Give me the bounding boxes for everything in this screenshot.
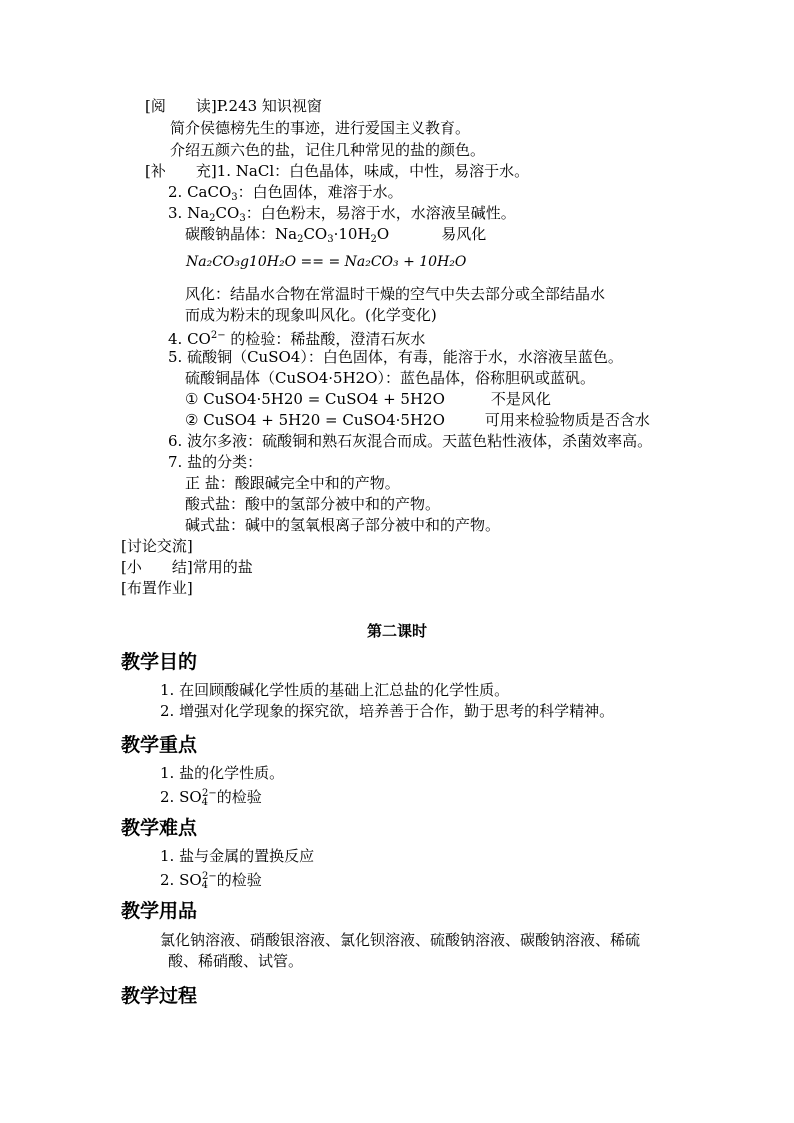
- text-line: 而成为粉末的现象叫风化。(化学变化): [185, 306, 437, 324]
- text-line: 碱式盐：碱中的氢氧根离子部分被中和的产物。: [185, 516, 501, 534]
- na2co3-line: 3. $Na_2CO_3$：白色粉末，易溶于水，水溶液呈碱性。: [168, 204, 516, 224]
- equation-line: ① CuSO4·5H20 = CuSO4 + 5H2O 不是风化: [185, 390, 551, 408]
- homework-line: [布置作业]: [121, 579, 193, 597]
- objective-item: 1. 在回顾酸碱化学性质的基础上汇总盐的化学性质。: [160, 681, 510, 699]
- materials-line: 酸、稀硝酸、试管。: [168, 952, 304, 970]
- co3-test-line: 4. $CO^{2-}$ 的检验：稀盐酸，澄清石灰水: [168, 330, 426, 348]
- text-line: 简介侯德榜先生的事迹，进行爱国主义教育。: [170, 119, 471, 137]
- lesson-title: 第二课时: [366, 622, 427, 640]
- text-line: 正 盐：酸跟碱完全中和的产物。: [185, 474, 400, 492]
- objective-item: 2. 增强对化学现象的探究欲，培养善于合作，勤于思考的科学精神。: [160, 702, 615, 720]
- key-point-item: 2. $SO_4^{2-}$的检验: [160, 788, 262, 808]
- materials-line: 氯化钠溶液、硝酸银溶液、氯化钡溶液、硫酸钠溶液、碳酸钠溶液、稀硫: [160, 931, 641, 949]
- text-line: 酸式盐：酸中的氢部分被中和的产物。: [185, 495, 441, 513]
- objectives-heading: 教学目的: [121, 651, 198, 673]
- key-points-heading: 教学重点: [121, 734, 198, 756]
- weathering-equation: Na₂CO₃g10H₂O == = Na₂CO₃ + 10H₂O: [186, 254, 467, 270]
- text-line: 7. 盐的分类：: [168, 453, 263, 471]
- discussion-line: [讨论交流]: [121, 537, 193, 555]
- key-point-item: 1. 盐的化学性质。: [160, 764, 285, 782]
- difficulty-item: 1. 盐与金属的置换反应: [160, 847, 315, 865]
- text-line: 6. 波尔多液：硫酸铜和熟石灰混合而成。天蓝色粘性液体，杀菌效率高。: [168, 432, 653, 450]
- text-line: 介绍五颜六色的盐，记住几种常见的盐的颜色。: [170, 141, 486, 159]
- text-line: 硫酸铜晶体（CuSO4·5H2O）：蓝色晶体，俗称胆矾或蓝矾。: [185, 369, 595, 387]
- text-line: 风化：结晶水合物在常温时干燥的空气中失去部分或全部结晶水: [185, 285, 606, 303]
- caco3-line: 2. CaCO$_3$：白色固体，难溶于水。: [168, 183, 403, 203]
- process-heading: 教学过程: [121, 985, 198, 1007]
- materials-heading: 教学用品: [121, 900, 198, 922]
- equation-line: ② CuSO4 + 5H20 = CuSO4·5H2O 可用来检验物质是否含水: [185, 411, 650, 429]
- crystal-line: 碳酸钠晶体：$Na_2CO_3\cdot 10H_2O$ 易风化: [185, 225, 487, 245]
- text-line: 5. 硫酸铜（CuSO4）：白色固体，有毒，能溶于水，水溶液呈蓝色。: [168, 348, 623, 366]
- reading-line: [阅 读]P.243 知识视窗: [145, 97, 322, 115]
- difficulty-heading: 教学难点: [121, 817, 198, 839]
- supplement-line: [补 充]1. NaCl：白色晶体，味咸，中性，易溶于水。: [145, 162, 530, 180]
- summary-line: [小 结]常用的盐: [121, 558, 253, 576]
- difficulty-item: 2. $SO_4^{2-}$的检验: [160, 871, 262, 891]
